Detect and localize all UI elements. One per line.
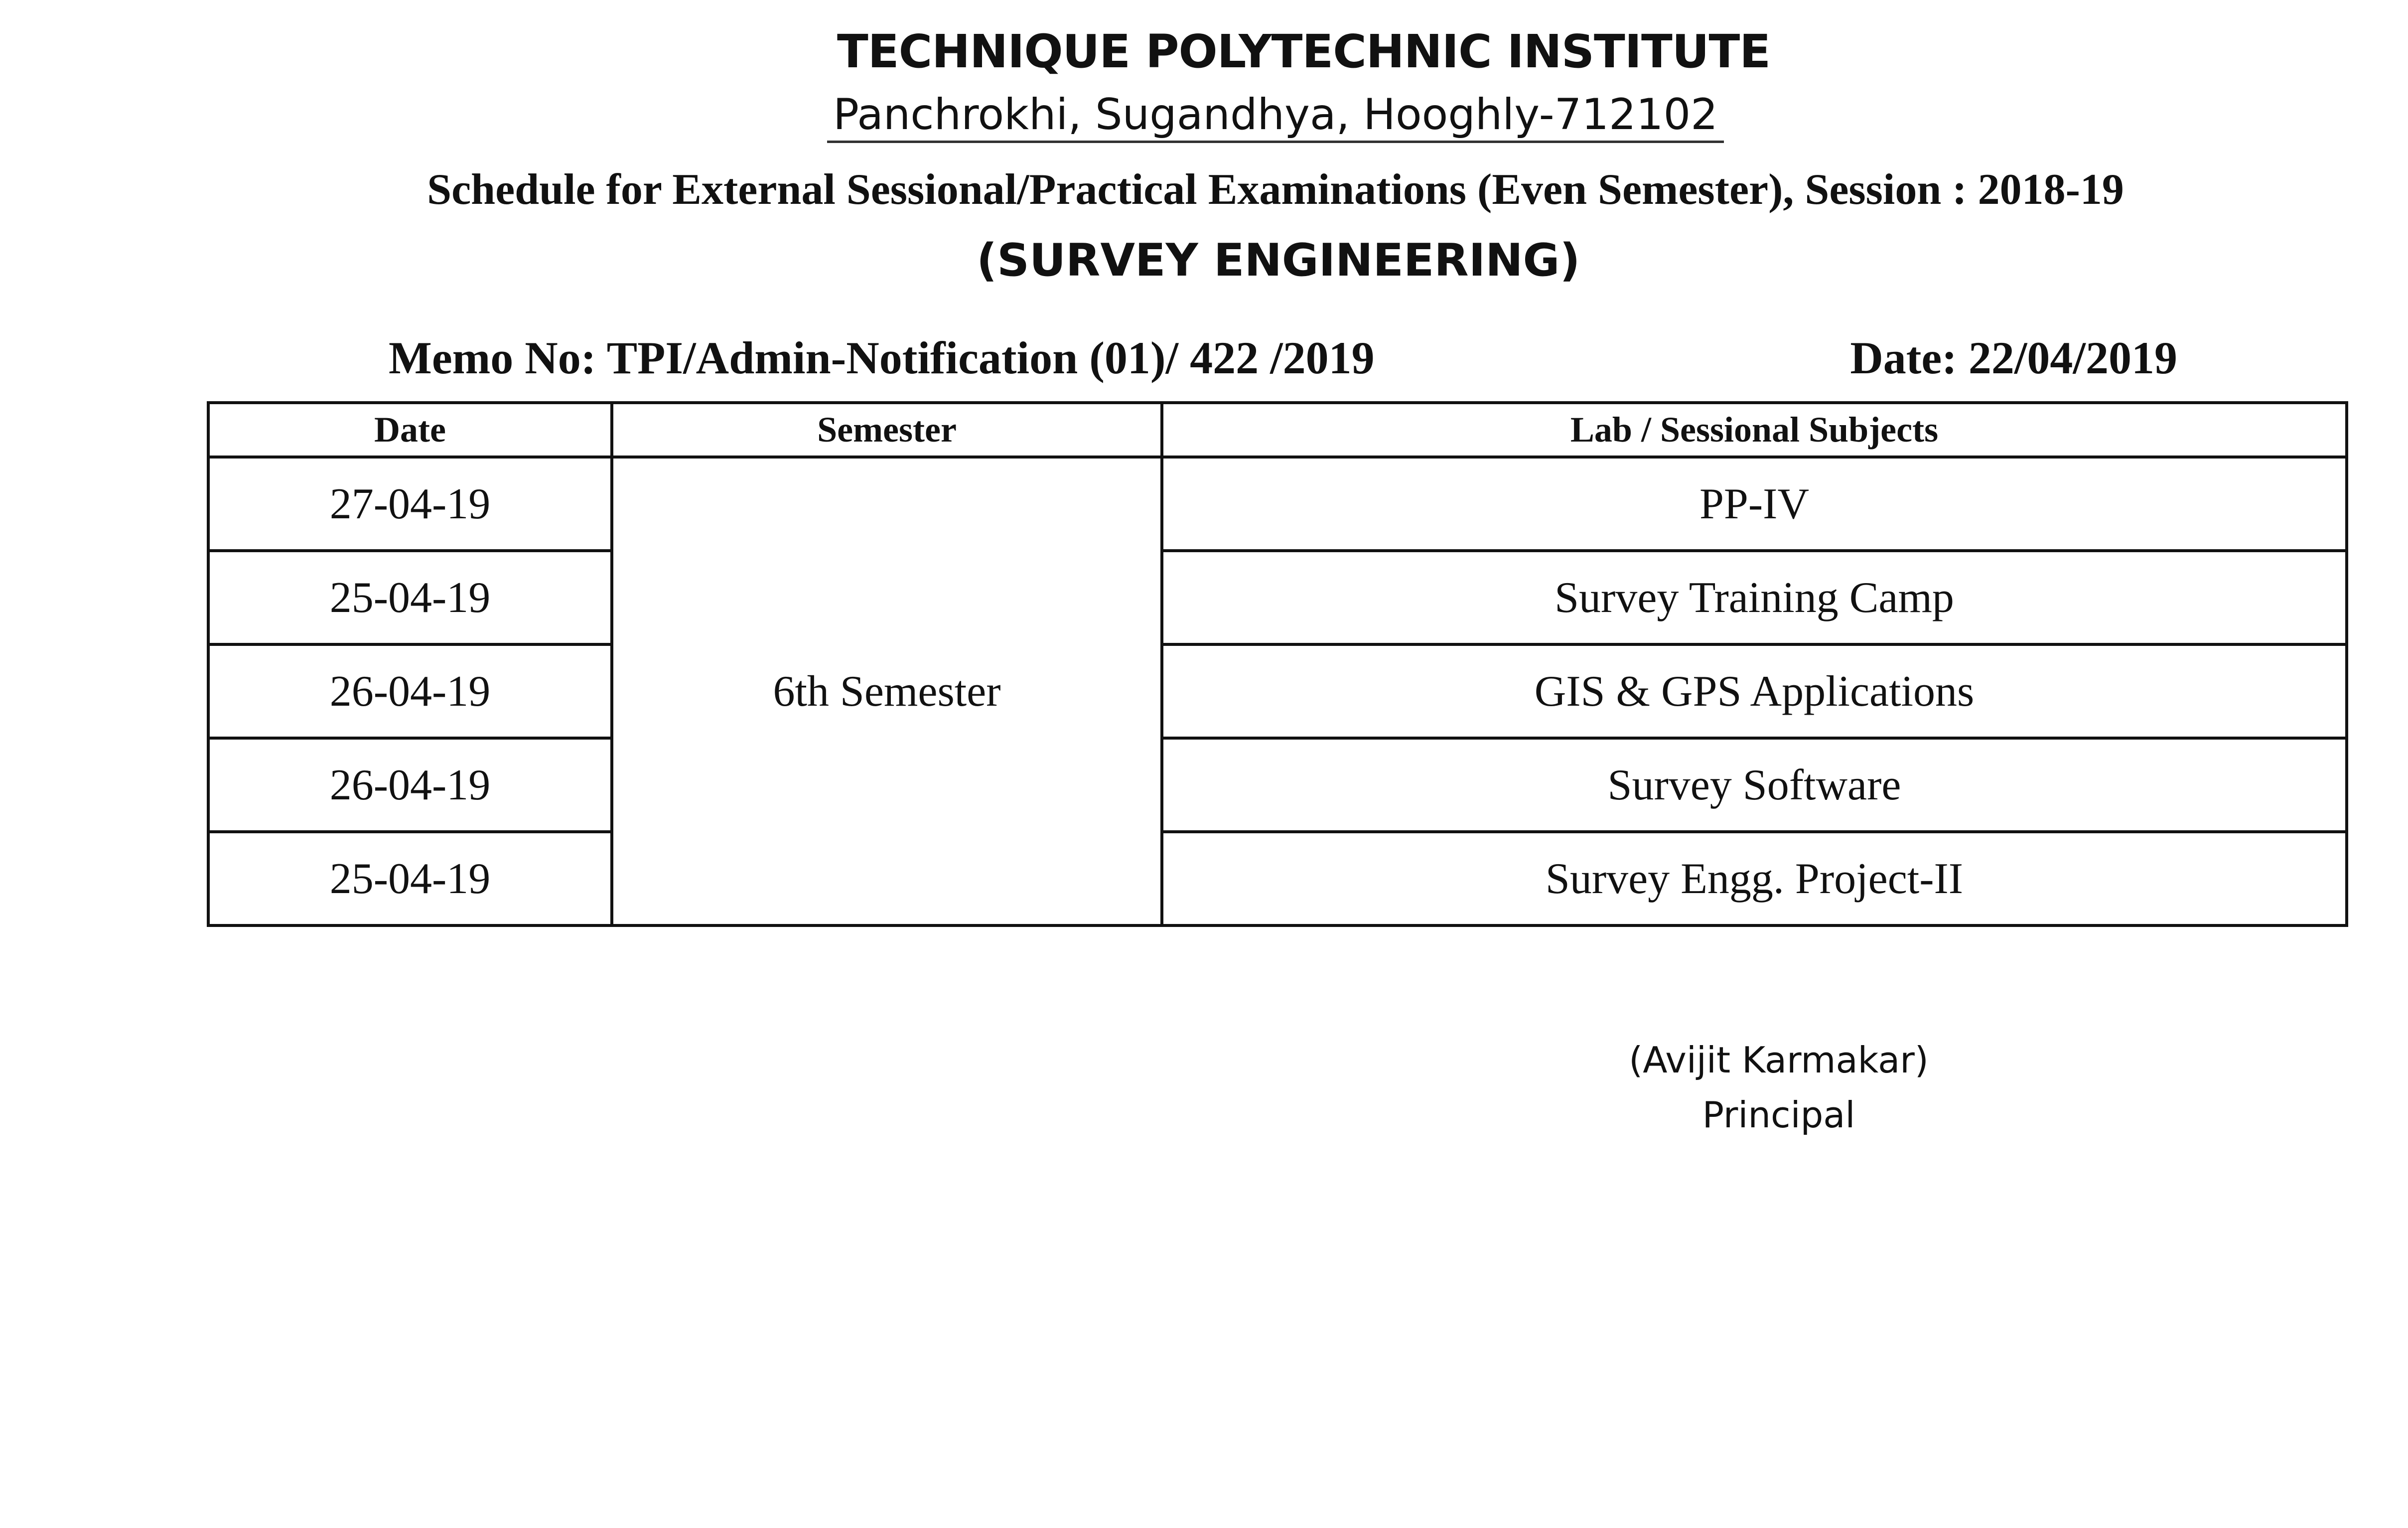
institute-address: Panchrokhi, Sugandhya, Hooghly-712102 bbox=[833, 90, 1718, 140]
subject-cell: PP-IV bbox=[1162, 457, 2347, 551]
date-cell: 25-04-19 bbox=[208, 832, 612, 925]
column-header-semester: Semester bbox=[612, 403, 1162, 457]
table-header-row bbox=[208, 403, 2347, 457]
semester-cell: 6th Semester bbox=[612, 457, 1162, 925]
table-row bbox=[208, 551, 2347, 644]
schedule-title: Schedule for External Sessional/Practical Examinations (Even Semester), Session : 2018-19 bbox=[427, 165, 2124, 214]
table-row bbox=[208, 832, 2347, 925]
subject-cell: GIS & GPS Applications bbox=[1162, 644, 2347, 738]
table-row bbox=[208, 644, 2347, 738]
column-header-subjects: Lab / Sessional Subjects bbox=[1162, 403, 2347, 457]
date-cell: 26-04-19 bbox=[208, 738, 612, 832]
address-underline bbox=[827, 141, 1724, 143]
table-row bbox=[208, 457, 2347, 551]
subject-cell: Survey Training Camp bbox=[1162, 551, 2347, 644]
date-cell: 27-04-19 bbox=[208, 457, 612, 551]
signatory-designation: Principal bbox=[1702, 1094, 1855, 1136]
signatory-name: (Avijit Karmakar) bbox=[1629, 1039, 1929, 1081]
column-header-date: Date bbox=[208, 403, 612, 457]
department-title: (SURVEY ENGINEERING) bbox=[977, 234, 1580, 287]
subject-cell: Survey Software bbox=[1162, 738, 2347, 832]
table-row bbox=[208, 738, 2347, 832]
institute-name: TECHNIQUE POLYTECHNIC INSTITUTE bbox=[837, 25, 1771, 78]
date-cell: 25-04-19 bbox=[208, 551, 612, 644]
memo-date: Date: 22/04/2019 bbox=[1850, 332, 2177, 383]
schedule-table bbox=[207, 401, 2348, 927]
date-cell: 26-04-19 bbox=[208, 644, 612, 738]
subject-cell: Survey Engg. Project-II bbox=[1162, 832, 2347, 925]
memo-number: Memo No: TPI/Admin-Notification (01)/ 422 /2019 bbox=[389, 332, 1375, 383]
